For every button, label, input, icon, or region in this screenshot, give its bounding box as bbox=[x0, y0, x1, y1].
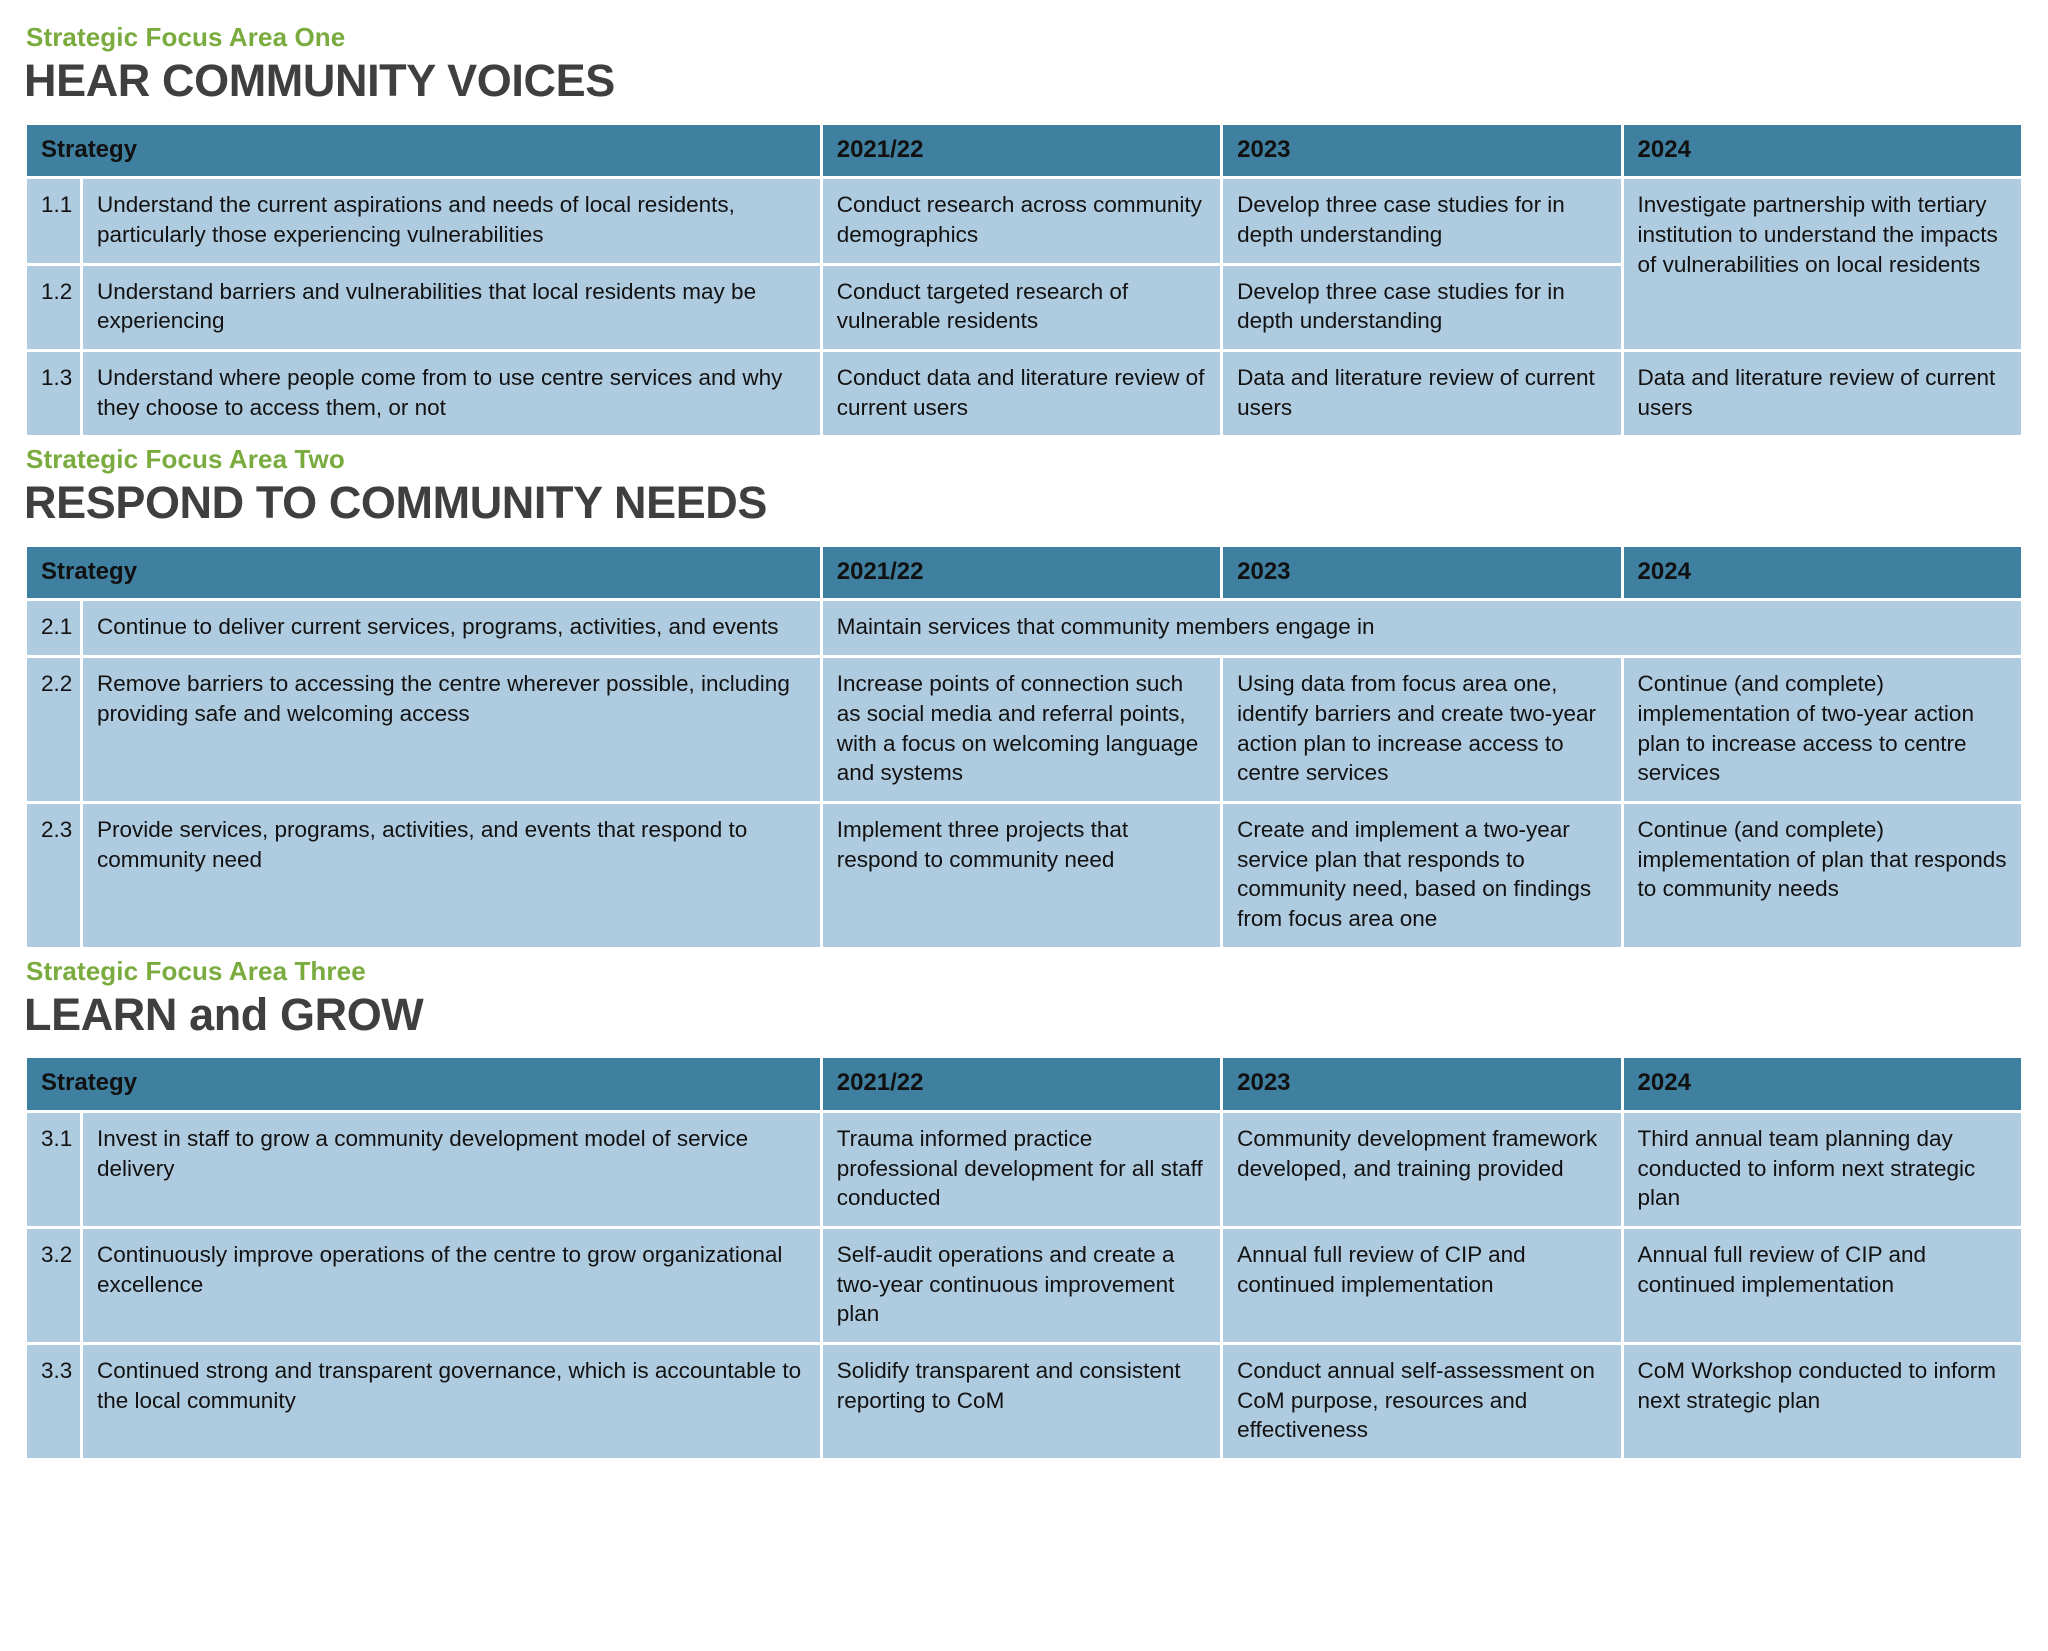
milestone-cell-2021-22: Trauma informed practice professional development for all staff conducted bbox=[823, 1113, 1220, 1226]
milestone-cell-2023: Community development framework developed, and training provided bbox=[1223, 1113, 1620, 1226]
strategy-text: Understand barriers and vulnerabilities that local residents may be experiencing bbox=[83, 266, 820, 349]
focus-area-section bbox=[24, 444, 2024, 949]
column-header-strategy: Strategy bbox=[27, 125, 820, 176]
column-header-2024: 2024 bbox=[1624, 125, 2021, 176]
table-header-row bbox=[27, 1058, 2021, 1109]
strategy-number: 3.2 bbox=[27, 1229, 80, 1342]
strategy-text: Continue to deliver current services, programs, activities, and events bbox=[83, 601, 820, 655]
strategy-number: 1.2 bbox=[27, 266, 80, 349]
milestone-cell-2024: Continue (and complete) implementation of two-year action plan to increase access to centre services bbox=[1624, 658, 2021, 801]
table-row bbox=[27, 804, 2021, 947]
milestone-cell-2021-22: Conduct targeted research of vulnerable residents bbox=[823, 266, 1220, 349]
table-row bbox=[27, 1345, 2021, 1458]
milestone-cell-2023: Create and implement a two-year service plan that responds to community need, based on findings from focus area one bbox=[1223, 804, 1620, 947]
focus-area-eyebrow: Strategic Focus Area Three bbox=[26, 955, 366, 986]
milestone-cell-2021-22: Increase points of connection such as social media and referral points, with a focus on welcoming language and systems bbox=[823, 658, 1220, 801]
column-header-2021-22: 2021/22 bbox=[823, 1058, 1220, 1109]
column-header-2024: 2024 bbox=[1624, 1058, 2021, 1109]
strategy-text: Provide services, programs, activities, and events that respond to community need bbox=[83, 804, 820, 947]
strategy-number: 1.1 bbox=[27, 179, 80, 262]
milestone-cell-2023: Annual full review of CIP and continued implementation bbox=[1223, 1229, 1620, 1342]
table-row bbox=[27, 352, 2021, 435]
table-row bbox=[27, 1229, 2021, 1342]
strategy-text: Understand the current aspirations and needs of local residents, particularly those experiencing vulnerabilities bbox=[83, 179, 820, 262]
milestone-cell-2023: Conduct annual self-assessment on CoM purpose, resources and effectiveness bbox=[1223, 1345, 1620, 1458]
milestone-cell-2021-22: Implement three projects that respond to community need bbox=[823, 804, 1220, 947]
milestone-cell-2024: Annual full review of CIP and continued implementation bbox=[1624, 1229, 2021, 1342]
strategy-table bbox=[24, 1055, 2024, 1461]
strategy-text: Continuously improve operations of the centre to grow organizational excellence bbox=[83, 1229, 820, 1342]
table-row bbox=[27, 601, 2021, 655]
milestone-cell-2024: Third annual team planning day conducted to inform next strategic plan bbox=[1624, 1113, 2021, 1226]
strategy-table bbox=[24, 122, 2024, 439]
strategy-number: 2.3 bbox=[27, 804, 80, 947]
milestone-cell-2024: Investigate partnership with tertiary institution to understand the impacts of vulnerabilities on local residents bbox=[1624, 179, 2021, 349]
milestone-cell-2021-22: Conduct data and literature review of current users bbox=[823, 352, 1220, 435]
column-header-2021-22: 2021/22 bbox=[823, 125, 1220, 176]
strategy-text: Understand where people come from to use centre services and why they choose to access them, or not bbox=[83, 352, 820, 435]
focus-area-eyebrow: Strategic Focus Area Two bbox=[26, 444, 345, 475]
milestone-cell-2021-22: Solidify transparent and consistent reporting to CoM bbox=[823, 1345, 1220, 1458]
column-header-strategy: Strategy bbox=[27, 547, 820, 598]
milestone-cell-2021-22: Self-audit operations and create a two-year continuous improvement plan bbox=[823, 1229, 1220, 1342]
milestone-cell-2023: Data and literature review of current users bbox=[1223, 352, 1620, 435]
table-row bbox=[27, 658, 2021, 801]
focus-area-title: LEARN and GROW bbox=[24, 988, 424, 1040]
milestone-cell-2024: Data and literature review of current users bbox=[1624, 352, 2021, 435]
table-header-row bbox=[27, 547, 2021, 598]
column-header-2021-22: 2021/22 bbox=[823, 547, 1220, 598]
column-header-2023: 2023 bbox=[1223, 547, 1620, 598]
milestone-cell-2023: Develop three case studies for in depth understanding bbox=[1223, 179, 1620, 262]
strategy-number: 1.3 bbox=[27, 352, 80, 435]
focus-area-title: HEAR COMMUNITY VOICES bbox=[24, 55, 615, 107]
column-header-2024: 2024 bbox=[1624, 547, 2021, 598]
strategy-number: 2.1 bbox=[27, 601, 80, 655]
table-row bbox=[27, 1113, 2021, 1226]
strategy-number: 3.3 bbox=[27, 1345, 80, 1458]
table-row bbox=[27, 179, 2021, 262]
column-header-2023: 2023 bbox=[1223, 125, 1620, 176]
strategy-text: Remove barriers to accessing the centre wherever possible, including providing safe and welcoming access bbox=[83, 658, 820, 801]
milestone-cell-2023: Using data from focus area one, identify barriers and create two-year action plan to increase access to centre services bbox=[1223, 658, 1620, 801]
strategy-table bbox=[24, 544, 2024, 950]
milestone-cell-2024: CoM Workshop conducted to inform next strategic plan bbox=[1624, 1345, 2021, 1458]
table-header-row bbox=[27, 125, 2021, 176]
focus-area-section bbox=[24, 22, 2024, 438]
sections-container bbox=[24, 22, 2024, 1461]
column-header-2023: 2023 bbox=[1223, 1058, 1620, 1109]
milestone-cell-2024: Continue (and complete) implementation of plan that responds to community needs bbox=[1624, 804, 2021, 947]
strategy-text: Continued strong and transparent governance, which is accountable to the local community bbox=[83, 1345, 820, 1458]
strategy-number: 2.2 bbox=[27, 658, 80, 801]
milestone-cell-2021-22: Conduct research across community demographics bbox=[823, 179, 1220, 262]
milestone-cell-2023: Develop three case studies for in depth understanding bbox=[1223, 266, 1620, 349]
strategy-number: 3.1 bbox=[27, 1113, 80, 1226]
focus-area-eyebrow: Strategic Focus Area One bbox=[26, 22, 346, 52]
focus-area-title: RESPOND TO COMMUNITY NEEDS bbox=[24, 477, 768, 529]
focus-area-section bbox=[24, 956, 2024, 1461]
milestone-cell-merged: Maintain services that community members engage in bbox=[823, 601, 2021, 655]
column-header-strategy: Strategy bbox=[27, 1058, 820, 1109]
strategy-text: Invest in staff to grow a community development model of service delivery bbox=[83, 1113, 820, 1226]
